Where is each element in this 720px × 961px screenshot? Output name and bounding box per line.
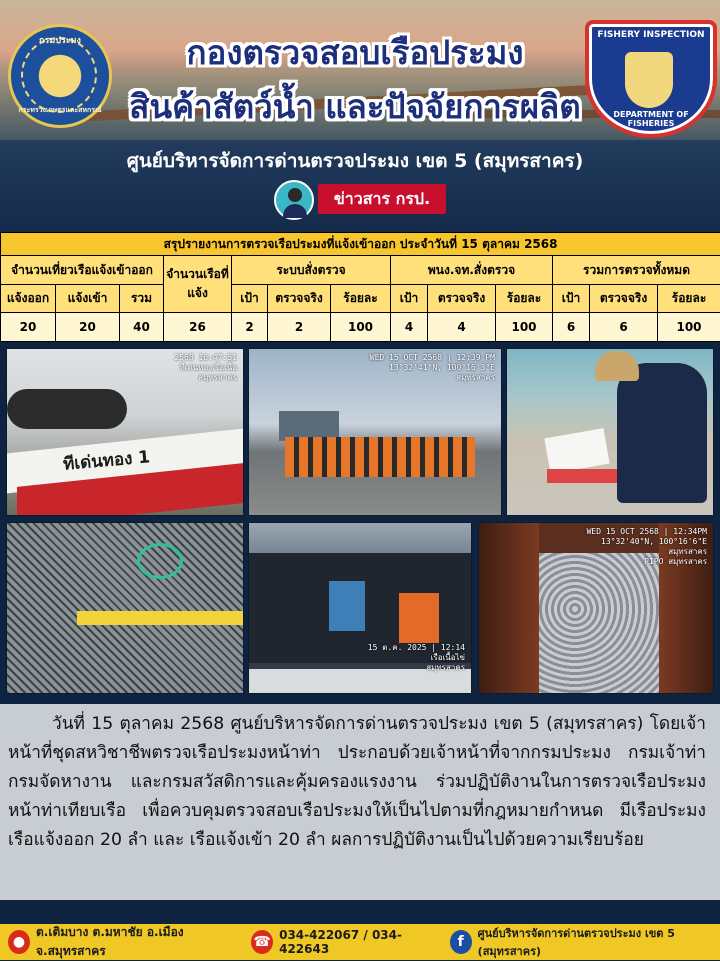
document-paper (544, 428, 609, 474)
table-title: สรุปรายงานการตรวจเรือประมงที่แจ้งเข้าออก ประจำวันที่ 15 ตุลาคม 2568 (1, 233, 720, 256)
header-vessels: จำนวนเรือที่แจ้ง (164, 256, 232, 313)
shield-icon (625, 52, 673, 108)
photo-fish-hold (478, 522, 714, 694)
header-trips: จำนวนเที่ยวเรือแจ้งเข้าออก (1, 256, 164, 285)
subheader-sum: รวม (120, 285, 164, 312)
value-system-actual: 2 (268, 312, 331, 341)
news-body (0, 704, 720, 900)
fishery-inspection-logo (585, 20, 717, 138)
hat (595, 351, 639, 381)
logo-text-top: FISHERY INSPECTION (589, 30, 713, 40)
photo-inspection-team (248, 348, 502, 516)
photo-timestamp: WED 15 OCT 2568 | 12:39 PM 13°32'41"N, 100°16'3"E สมุทรสาคร (370, 353, 495, 383)
logo-ring (21, 37, 97, 113)
photo-document-check (506, 348, 714, 516)
footer-phone[interactable]: 034-422067 / 034-422643 (279, 928, 438, 956)
footer-contact (0, 924, 720, 960)
photo-fishing-boat (6, 348, 244, 516)
subheader-percent: ร้อยละ (496, 285, 553, 312)
department-of-fisheries-logo (8, 24, 112, 128)
page-subtitle: ศูนย์บริหารจัดการด่านตรวจประมง เขต 5 (สมุทรสาคร) (120, 146, 590, 176)
value-system-target: 2 (232, 312, 268, 341)
value-officer-percent: 100 (496, 312, 553, 341)
photo-timestamp: 2568 16:47:51 ทีเด่นทองเรือเนื้อ สมุทรสาคร (174, 353, 237, 383)
logo-text-bottom: กระทรวงเกษตรและสหกรณ์ (11, 105, 109, 116)
value-total-target: 6 (553, 312, 590, 341)
phone-icon: ☎ (251, 930, 273, 954)
value-vessels: 26 (164, 312, 232, 341)
logo-text-bottom: DEPARTMENT OF FISHERIES (589, 110, 713, 128)
news-label (274, 180, 446, 220)
fishing-net (7, 389, 127, 429)
subheader-actual: ตรวจจริง (590, 285, 658, 312)
value-total-actual: 6 (590, 312, 658, 341)
footer-facebook[interactable]: ศูนย์บริหารจัดการด่านตรวจประมง เขต 5 (สมุทรสาคร) (478, 924, 720, 960)
value-total-percent: 100 (658, 312, 720, 341)
fish-catch (539, 553, 659, 693)
team-group (285, 437, 475, 477)
news-badge: ข่าวสาร กรป. (318, 184, 446, 214)
value-out: 20 (1, 312, 56, 341)
footer-address: ต.เติมบาง ต.มหาชัย อ.เมือง จ.สมุทรสาคร (36, 923, 239, 961)
header-system: ระบบสั่งตรวจ (232, 256, 391, 285)
subheader-in: แจ้งเข้า (56, 285, 120, 312)
red-box (547, 469, 617, 483)
subheader-target: เป้า (232, 285, 268, 312)
photo-net-measurement (6, 522, 244, 694)
subheader-target: เป้า (553, 285, 590, 312)
header-total: รวมการตรวจทั้งหมด (553, 256, 720, 285)
officer-figure (617, 363, 707, 503)
logo-text-top: กรมประมง (11, 33, 109, 47)
value-system-percent: 100 (331, 312, 391, 341)
value-officer-actual: 4 (428, 312, 496, 341)
value-in: 20 (56, 312, 120, 341)
photo-timestamp: WED 15 OCT 2568 | 12:34PM 13°32'40"N, 100°16'6"E สมุทรสาคร PIPO สมุทรสาคร (587, 527, 707, 567)
header-officer: พนง.จท.สั่งตรวจ (391, 256, 553, 285)
location-pin-icon: ● (8, 930, 30, 954)
hold-wall (479, 523, 539, 693)
subheader-actual: ตรวจจริง (268, 285, 331, 312)
officer-avatar-icon (274, 180, 314, 220)
subheader-percent: ร้อยละ (331, 285, 391, 312)
inspection-summary-table (0, 232, 720, 342)
subheader-percent: ร้อยละ (658, 285, 720, 312)
header-banner (0, 0, 720, 232)
subheader-actual: ตรวจจริง (428, 285, 496, 312)
page-title: กองตรวจสอบเรือประมง (120, 26, 590, 79)
worker-orange (399, 593, 439, 643)
value-sum: 40 (120, 312, 164, 341)
net-cord (137, 543, 183, 579)
measuring-tape (77, 611, 243, 625)
body-paragraph: วันที่ 15 ตุลาคม 2568 ศูนย์บริหารจัดการด่านตรวจประมง เขต 5 (สมุทรสาคร) โดยเจ้าหน้าที่ชุดสหวิชาชีพตรวจเรือประมงหน้าท่า ประกอบด้วยเจ้าหน้าที่จากกรมประมง กรมเจ้าท่า กรมจัดหางาน และกรมสวัสดิการและคุ้มครองแรงงาน ร่วมปฏิบัติงานในการตรวจเรือประมงหน้าท่าเทียบเรือ เพื่อควบคุมตรวจสอบเรือประมงให้เป็นไปตามที่กฎหมายกำหนด มีเรือประมง เรือแจ้งออก 20 ลำ และ เรือแจ้งเข้า 20 ลำ ผลการปฏิบัติงานเป็นไปด้วยความเรียบร้อย (0, 704, 720, 855)
subheader-out: แจ้งออก (1, 285, 56, 312)
photo-net-inspection (248, 522, 472, 694)
subheader-target: เป้า (391, 285, 428, 312)
boat-name: ทีเด่นทอง 1 (62, 443, 151, 477)
value-officer-target: 4 (391, 312, 428, 341)
worker-blue (329, 581, 365, 631)
facebook-icon[interactable]: f (450, 930, 472, 954)
page-title-line2: สินค้าสัตว์น้ำ และปัจจัยการผลิต (120, 80, 590, 133)
photo-timestamp: 15 ต.ค. 2025 | 12:14 เรือเนื้อไข่ สมุทรสาคร (368, 643, 465, 673)
